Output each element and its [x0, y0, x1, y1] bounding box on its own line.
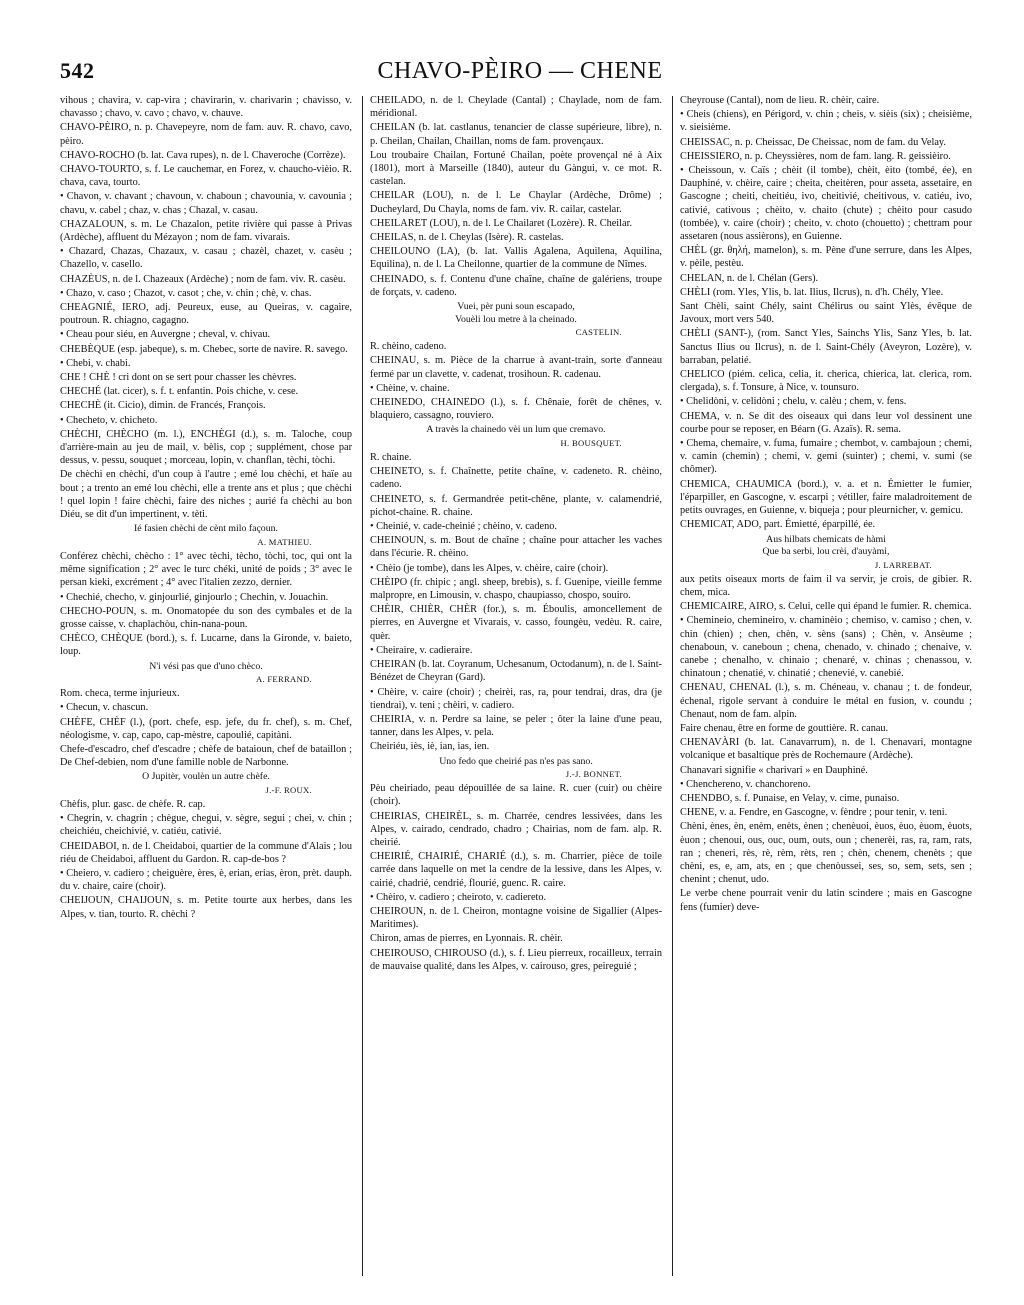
dictionary-entry: • Chemineio, chemineiro, v. chaminèio ; chemiso, v. camiso ; chen, v. chin (chien) ; chen, chèn, v. sèns (sans) ; Chèn, v. Ansèume ; chenaboun, v. caneboun ; chena, chenado, v. chinado ; chenaive, v. canebe ; chenalho, v. chinaio ; chenaré, v. chinas ; chenassou, v. chinatoun ; chenatié, v. chinatié ; chenevié, v. canebié. — [680, 615, 972, 680]
dictionary-entry: CHEILAR (LOU), n. de l. Le Chaylar (Ardèche, Drôme) ; Ducheylard, Du Chayla, noms de fam. viv. R. cailar, castelar. — [370, 190, 662, 215]
dictionary-entry: CHEILOUNO (LA), (b. lat. Vallis Agalena, Aquilena, Aquilina, Equilina), n. de l. La Cheilonne, quartier de la commune de Nîmes. — [370, 246, 662, 271]
dictionary-entry: R. chèino, cadeno. — [370, 341, 447, 353]
dictionary-entry: De chèchi en chèchi, d'un coup à l'autre ; emé lou chèchi, et haïe au bout ; a trento an emé lou chèchi, elle a trente ans et plus ; que chèchi ! quel lopin ! faire chèchi, faire des niches ; aurié fa chèchi au bon Diéu, se dit d'un impertinent, v. tèti. — [60, 469, 352, 521]
dictionary-entry: CHEMICA, CHAUMICA (bord.), v. a. et n. Émietter le fumier, l'éparpiller, en Gascogne, v. escarpi ; vétiller, faire maladroitement de petits ouvrages, en Guienne, v. biqueja ; pour pleurnicher, v. gemicu. — [680, 478, 972, 517]
quotation: N'i vési pas que d'uno chèco. — [149, 660, 263, 672]
page-header — [60, 58, 980, 88]
dictionary-entry: • Cheinié, v. cade-cheinié ; chèino, v. cadeno. — [370, 521, 557, 533]
dictionary-entry: CHEIRIÉ, CHAIRIÉ, CHARIÉ (d.), s. m. Charrier, pièce de toile carrée dans laquelle on met la cendre de la lessive, dans les Alpes, v. cairié, chadrié, cendrié, flourié, guenc. R. caire. — [370, 851, 662, 889]
dictionary-entry: CHÈIPO (fr. chipic ; angl. sheep, brebis), s. f. Guenipe, vieille femme malpropre, en Limousin, v. chaspo, chaupiasso, chospo, souiro. — [370, 576, 662, 602]
dictionary-entry: CHEINAU, s. m. Pièce de la charrue à avant-train, sorte d'anneau fermé par un clavette, v. cadenat, trosihoun. R. cadenau. — [370, 355, 662, 380]
dictionary-entry: CHEIDABOI, n. de l. Cheidaboi, quartier de la commune d'Alais ; lou riéu de Cheidaboi, affluent du Gardon. R. cap-de-bos ? — [60, 840, 352, 865]
running-head: CHAVO-PÈIRO — CHENE — [377, 58, 663, 84]
dictionary-entry: CHEISSIERO, n. p. Cheyssières, nom de fam. lang. R. geissièiro. — [680, 150, 951, 162]
dictionary-entry: Chanavari signifie « charivari » en Dauphiné. — [680, 764, 868, 776]
dictionary-entry: CHÈIR, CHIÈR, CHÈR (for.), s. m. Éboulis, amoncellement de pierres, en Auvergne et Vivarais, v. casso, foungèu, vedèu. R. caire, quèr. — [370, 604, 662, 642]
dictionary-entry: • Chazard, Chazas, Chazaux, v. casau ; chazèl, chazet, v. casèu ; Chazello, v. casello. — [60, 246, 352, 271]
dictionary-entry: • Chenchereno, v. chanchoreno. — [680, 778, 811, 790]
dictionary-entry: CHECHO-POUN, s. m. Onomatopée du son des cymbales et de la grosse caisse, v. chaplachòu, chin-nana-poun. — [60, 605, 352, 630]
dictionary-entry: CHECHÉ (lat. cicer), s. f. t. enfantin. Pois chiche, v. cese. — [60, 386, 299, 398]
dictionary-entry: • Chechié, checho, v. ginjourlié, ginjourlo ; Chechin, v. Jouachin. — [60, 591, 329, 603]
dictionary-entry: CHEMA, v. n. Se dit des oiseaux qui dans leur vol dessinent une courbe pour se reposer, en Béarn (G. Azaïs). R. sema. — [680, 410, 972, 435]
quotation: Aus hilbats chemicats de hàmi Que ba serbi, lou crèi, d'auyàmi, — [762, 533, 890, 558]
dictionary-entry: • Cheau pour siéu, en Auvergne ; cheval, v. chivau. — [60, 329, 271, 341]
dictionary-entry: Cheiriéu, iès, iè, ian, ias, ien. — [370, 741, 490, 753]
page-number: 542 — [60, 58, 95, 83]
quotation-attribution: CASTELIN. — [575, 327, 622, 338]
dictionary-page — [60, 58, 980, 1288]
dictionary-entry: Chiron, amas de pierres, en Lyonnais. R. chèir. — [370, 933, 563, 945]
dictionary-entry: • Cheiraire, v. cadieraire. — [370, 644, 473, 656]
dictionary-entry: • Chèio (je tombe), dans les Alpes, v. chèire, caire (choir). — [370, 562, 609, 574]
dictionary-entry: CHEINOUN, s. m. Bout de chaîne ; chaîne pour attacher les vaches dans l'écurie. R. chèino. — [370, 535, 662, 560]
dictionary-entry: • Chema, chemaire, v. fuma, fumaire ; chembot, v. cambajoun ; chemi, v. camin (chemin) ; chemi, v. gemi (suinter) ; chemi, v. sumi (se chômer). — [680, 438, 972, 476]
dictionary-entry: CHÈCO, CHÈQUE (bord.), s. f. Lucarne, dans la Gironde, v. baieto, loup. — [60, 633, 352, 658]
dictionary-entry: • Chelidòni, v. celidòni ; chelu, v. calèu ; chem, v. fens. — [680, 396, 907, 408]
dictionary-entry: • Chebi, v. chabi. — [60, 357, 131, 369]
dictionary-entry: • Chavon, v. chavant ; chavoun, v. chaboun ; chavounia, v. cavounia ; chavu, v. cabel ; chaz, v. chas ; Chazal, v. casau. — [60, 191, 352, 216]
dictionary-entry: CHAZÈUS, n. de l. Chazeaux (Ardèche) ; nom de fam. viv. R. casèu. — [60, 273, 346, 285]
dictionary-entry: Rom. checa, terme injurieux. — [60, 688, 180, 700]
quotation: Uno fedo que cheirié pas n'es pas sano. — [439, 755, 593, 767]
quotation: Vuei, pèr puni soun escapado, Vouèli lou metre à la cheinado. — [455, 301, 577, 325]
dictionary-entry: CHENAU, CHENAL (l.), s. m. Chéneau, v. chanau ; t. de fondeur, échenal, rigole servant à conduire le métal en fusion, v. coundu ; Chenaut, nom de fam. alpin. — [680, 682, 972, 720]
dictionary-entry: • Checheto, v. chicheto. — [60, 414, 158, 426]
dictionary-entry: CHEINETO, s. f. Chaînette, petite chaîne, v. cadeneto. R. chèino, cadeno. — [370, 466, 662, 491]
quotation-attribution: J. LARREBAT. — [874, 559, 932, 570]
quotation-attribution: A. MATHIEU. — [257, 536, 312, 547]
dictionary-entry: CHAZALOUN, s. m. Le Chazalon, petite rivière qui passe à Privas (Ardèche), affluent du Mézayon ; nom de fam. vivarais. — [60, 218, 352, 244]
quotation: O Jupitèr, voulèn un autre chèfe. — [142, 771, 270, 783]
quotation-attribution: J.-J. BONNET. — [565, 769, 622, 780]
dictionary-entry: • Cheissoun, v. Caïs ; chèit (il tombe), chèit, èito (tombé, ée), en Dauphiné, v. chèire, caire ; cheita, cheitèren, pour asseta, assetaire, en Gascogne ; cheiti, cheitiéu, ivo, cheitivié, cheitivous, v. catiéu, ivo, cativié, cativous ; chèito, v. chaito (chute) ; chèito pour casudo (tombée), v. caire (choir) ; cheito, v. choto (chouetto) ; chettram pour assetaren (nous assièrons), en Guienne. — [680, 165, 972, 243]
dictionary-entry: CHAVO-ROCHO (b. lat. Cava rupes), n. de l. Chaveroche (Corrèze). — [60, 149, 346, 161]
quotation-attribution: J.-F. ROUX. — [265, 784, 312, 795]
dictionary-entry: CHEMICAT, ADO, part. Émietté, éparpillé, ée. — [680, 519, 876, 531]
dictionary-entry: CHAVO-PÈIRO, n. p. Chavepeyre, nom de fam. auv. R. chavo, cavo, pèiro. — [60, 122, 352, 147]
dictionary-entry: vihous ; chavira, v. cap-vira ; chavirarin, v. charivarin ; chavisso, v. chavasso ; chavo, v. cavo ; chavo, v. chauve. — [60, 95, 352, 120]
dictionary-entry: • Cheis (chiens), en Périgord, v. chin ; cheis, v. sièis (six) ; cheisième, v. sieisième. — [680, 109, 972, 134]
dictionary-entry: • Checun, v. chascun. — [60, 702, 149, 714]
dictionary-entry: CHEIJOUN, CHAIJOUN, s. m. Petite tourte aux herbes, dans les Alpes, v. tian, tourto. R. chèchi ? — [60, 895, 352, 920]
dictionary-entry: CHENAVÀRI (b. lat. Canavarrum), n. de l. Chenavari, montagne volcanique et basaltique près de Rochemaure (Ardèche). — [680, 737, 972, 762]
quotation: A travès la chainedo vèi un lum que cremavo. — [426, 424, 606, 436]
dictionary-entry: CHELAN, n. de l. Chélan (Gers). — [680, 272, 819, 284]
column-2 — [370, 94, 662, 1284]
dictionary-entry: CHEISSAC, n. p. Cheissac, De Cheissac, nom de fam. du Velay. — [680, 136, 946, 148]
dictionary-entry: CHEIRIAS, CHEIRÈL, s. m. Charrée, cendres lessivées, dans les Alpes, v. cairado, cendrado, chadro ; Chairias, nom de fam. alp. R. cheirié. — [370, 810, 662, 848]
dictionary-entry: Conférez chèchi, chècho : 1° avec tèchi, tècho, tòchi, toc, qui ont la même signification ; 2° avec le turc chéki, unité de poids ; 3° avec le persan kieki, excrément ; 4° avec l'italien zezzo, dernier. — [60, 550, 352, 589]
dictionary-entry: • Chèire, v. caire (choir) ; cheirèi, ras, ra, pour tendrai, dras, dra (je tiendrai), v. teni ; chèiri, v. cadiero. — [370, 686, 662, 711]
dictionary-entry: • Cheiero, v. cadiero ; cheiguère, ères, è, erian, erias, èron, prèt. dauph. du v. chaire, caire (choir). — [60, 867, 352, 893]
dictionary-entry: CHEAGNIÉ, IERO, adj. Peureux, euse, au Queiras, v. cagaire, poutroun. R. chiagno, cagagno. — [60, 302, 352, 327]
dictionary-entry: CHEILAN (b. lat. castlanus, tenancier de classe supérieure, libre), n. p. Cheilan, Chailan, Chaillan, noms de fam. provençaux. — [370, 122, 662, 147]
dictionary-entry: CHENE, v. a. Fendre, en Gascogne, v. fèndre ; pour tenir, v. teni. — [680, 807, 948, 819]
quotation-attribution: H. BOUSQUET. — [560, 438, 622, 449]
dictionary-entry: • Chazo, v. caso ; Chazot, v. casot ; che, v. chin ; chè, v. chas. — [60, 287, 312, 299]
dictionary-entry: Cheyrouse (Cantal), nom de lieu. R. chèir, caire. — [680, 95, 880, 106]
dictionary-entry: Chèfis, plur. gasc. de chèfe. R. cap. — [60, 798, 206, 810]
dictionary-entry: CHELICO (piém. celica, celia, it. cherica, chierica, lat. clerica, rom. clergada), s. f. Tonsure, à Nice, v. tounsuro. — [680, 369, 972, 394]
text-columns — [60, 94, 980, 1284]
dictionary-entry: Le verbe chene pourrait venir du latin scindere ; mais en Gascogne fens (fumier) deve- — [680, 888, 972, 913]
dictionary-entry: • Chèiro, v. cadiero ; cheiroto, v. cadiereto. — [370, 891, 547, 903]
dictionary-entry: CHEILARET (LOU), n. de l. Le Chailaret (Lozère). R. Cheilar. — [370, 217, 633, 229]
dictionary-entry: Lou troubaire Chailan, Fortuné Chailan, poète provençal né à Aix (1801), mort à Marseille (1840), auteur du Gàngui, v. ce mot. R. castelan. — [370, 149, 662, 188]
dictionary-entry: CHAVO-TOURTO, s. f. Le cauchemar, en Forez, v. chaucho-vièio. R. chava, cava, tourto. — [60, 164, 352, 189]
dictionary-entry: CHEIROUSO, CHIROUSO (d.), s. f. Lieu pierreux, rocailleux, terrain de mauvaise qualité, dans les Alpes, v. cairouso, gres, peireguié ; — [370, 947, 662, 972]
dictionary-entry: CHENDBO, s. f. Punaise, en Velay, v. cime, punaiso. — [680, 792, 900, 804]
dictionary-entry: CHÈLI (SANT-), (rom. Sanct Yles, Sainchs Ylis, Sanz Yles, b. lat. Sanctus Ilius ou Ilcrus), n. de l. Saint-Chély (Aveyron, Lozère), v. barraban, pelatié. — [680, 328, 972, 366]
dictionary-entry: CHEIRAN (b. lat. Coyranum, Uchesanum, Octodanum), n. de l. Saint-Bénézet de Cheyran (Gard). — [370, 659, 662, 684]
dictionary-entry: CHEINADO, s. f. Contenu d'une chaîne, chaîne de galériens, troupe de forçats, v. cadeno. — [370, 273, 662, 298]
dictionary-entry: CHEILAS, n. de l. Cheylas (Isère). R. castelas. — [370, 232, 564, 244]
quotation-attribution: A. FERRAND. — [255, 674, 312, 685]
dictionary-entry: CHÈLI (rom. Yles, Ylis, b. lat. Ilius, Ilcrus), n. d'h. Chély, Ylee. — [680, 286, 944, 298]
dictionary-entry: CHEMICAIRE, AIRO, s. Celui, celle qui épand le fumier. R. chemica. — [680, 601, 972, 613]
dictionary-entry: Pèu cheiriado, peau dépouillée de sa laine. R. cuer (cuir) ou chèire (choir). — [370, 783, 662, 808]
dictionary-entry: CHEIROUN, n. de l. Cheiron, montagne voisine de Sigallier (Alpes-Maritimes). — [370, 905, 662, 931]
dictionary-entry: CHECHÈ (it. Cicio), dimin. de Francés, François. — [60, 400, 266, 412]
dictionary-entry: CHE ! CHÈ ! cri dont on se sert pour chasser les chèvres. — [60, 372, 297, 384]
column-divider — [672, 96, 673, 1276]
dictionary-entry: CHÈL (gr. θηλή, mamelon), s. m. Pène d'une serrure, dans les Alpes, v. pèile, pestèu. — [680, 245, 972, 270]
dictionary-entry: Chèni, ènes, èn, enèm, enèts, ènen ; chenèuoi, èuos, èuo, èuom, èuots, èuon ; chenoui, ous, ouc, oum, outs, oun ; chenerèi, ras, ra, ram, rats, ran ; cheneri, rès, rè, rèm, rèts, ren ; chèn, chenem, chenèts ; que chèni, es, e, am, ats, en ; que chenòussei, ses, so, sem, sets, sen ; chenint ; chenut, udo. — [680, 821, 972, 886]
dictionary-entry: aux petits oiseaux morts de faim il va servir, je crois, de gibier. R. chem, mica. — [680, 573, 972, 598]
dictionary-entry: Sant Chèli, saint Chély, saint Chélirus ou saint Ylès, évêque de Javoux, mort vers 540. — [680, 301, 972, 326]
dictionary-entry: Chefe-d'escadro, chef d'escadre ; chèfe de bataioun, chef de bataillon ; De Chef-debien, nom d'une famille noble de Narbonne. — [60, 743, 352, 769]
dictionary-entry: • Chegrin, v. chagrin ; chègue, chegui, v. sègre, segui ; chei, v. chin ; cheichiéu, cheichivié, v. catiéu, cativié. — [60, 813, 352, 838]
dictionary-entry: CHEINETO, s. f. Germandrée petit-chêne, plante, v. calamendrié, pichot-chaine. R. chaine. — [370, 493, 662, 518]
dictionary-entry: R. chaine. — [370, 452, 412, 464]
dictionary-entry: CHEILADO, n. de l. Cheylade (Cantal) ; Chaylade, nom de fam. méridional. — [370, 95, 662, 120]
column-1 — [60, 94, 352, 1284]
dictionary-entry: CHEBÈQUE (esp. jabeque), s. m. Chebec, sorte de navire. R. savego. — [60, 343, 348, 355]
column-3 — [680, 94, 972, 1284]
dictionary-entry: • Chèine, v. chaine. — [370, 382, 450, 394]
dictionary-entry: Faire chenau, être en forme de gouttière. R. canau. — [680, 722, 889, 734]
quotation: Ié fasien chèchi de cènt milo façoun. — [134, 523, 278, 535]
dictionary-entry: CHÈCHI, CHÈCHO (m. l.), ENCHÈGI (d.), s. m. Taloche, coup d'arrière-main au jeu de mail, v. bèlis, cop ; supplément, chose par dessus, v. pessu, souquet ; morceau, lopin, v. chanflan, tèchi, tòchi. — [60, 428, 352, 467]
column-divider — [362, 96, 363, 1276]
dictionary-entry: CHEIRIA, v. n. Perdre sa laine, se peler ; ôter la laine d'une peau, tanner, dans les Alpes, v. pela. — [370, 713, 662, 739]
dictionary-entry: CHÈFE, CHÈF (l.), (port. chefe, esp. jefe, du fr. chef), s. m. Chef, néologisme, v. cap, capo, cap-mèstre, capoulié, capitàni. — [60, 716, 352, 741]
dictionary-entry: CHEINEDO, CHAINEDO (l.), s. f. Chênaie, forêt de chênes, v. blaquiero, cassagno, rouviero. — [370, 397, 662, 422]
